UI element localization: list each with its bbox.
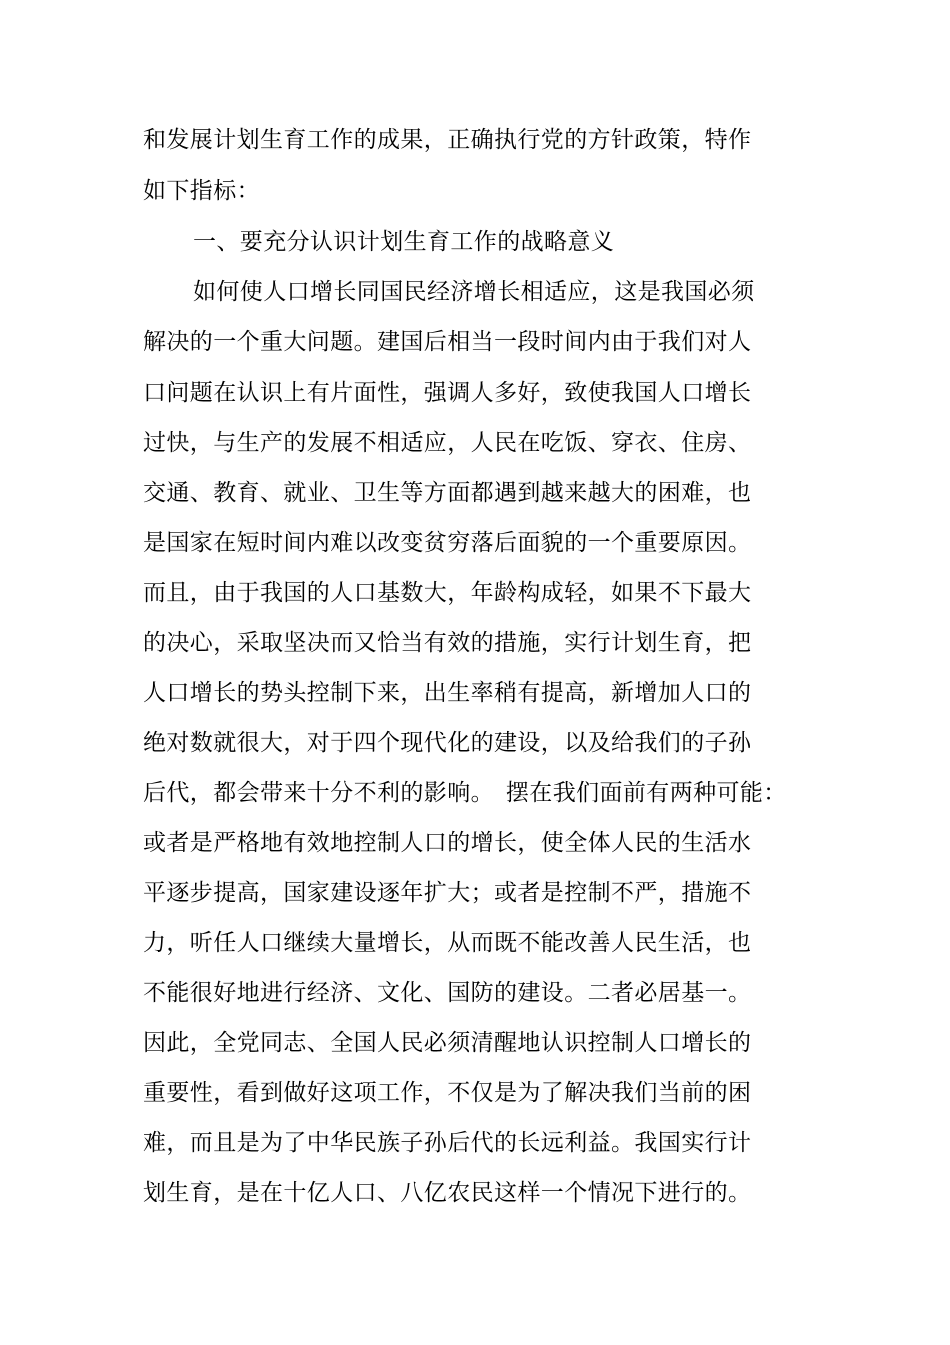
text-line: 不能很好地进行经济、文化、国防的建设。二者必居基一。: [143, 980, 752, 1006]
text-line: 力，听任人口继续大量增长，从而既不能改善人民生活，也: [143, 930, 752, 956]
text-line: 或者是严格地有效地控制人口的增长，使全体人民的生活水: [143, 830, 752, 856]
section-heading: 一、要充分认识计划生育工作的战略意义: [193, 229, 615, 255]
text-line: 人口增长的势头控制下来，出生率稍有提高，新增加人口的: [143, 680, 752, 706]
text-line: 解决的一个重大问题。建国后相当一段时间内由于我们对人: [143, 329, 752, 355]
text-line: 平逐步提高，国家建设逐年扩大；或者是控制不严，措施不: [143, 880, 752, 906]
text-line: 因此，全党同志、全国人民必须清醒地认识控制人口增长的: [143, 1030, 752, 1056]
text-line: 绝对数就很大，对于四个现代化的建设，以及给我们的子孙: [143, 730, 752, 756]
text-line: 划生育，是在十亿人口、八亿农民这样一个情况下进行的。: [143, 1180, 752, 1206]
text-line: 是国家在短时间内难以改变贫穷落后面貌的一个重要原因。: [143, 530, 752, 556]
text-line: 后代，都会带来十分不利的影响。 摆在我们面前有两种可能：: [143, 780, 787, 806]
text-line: 交通、教育、就业、卫生等方面都遇到越来越大的困难，也: [143, 480, 752, 506]
text-line: 的决心，采取坚决而又恰当有效的措施，实行计划生育，把: [143, 630, 752, 656]
text-line: 过快，与生产的发展不相适应，人民在吃饭、穿衣、住房、: [143, 430, 752, 456]
text-line: 口问题在认识上有片面性，强调人多好，致使我国人口增长: [143, 380, 752, 406]
text-line: 重要性，看到做好这项工作，不仅是为了解决我们当前的困: [143, 1080, 752, 1106]
text-line: 而且，由于我国的人口基数大，年龄构成轻，如果不下最大: [143, 580, 752, 606]
text-line: 和发展计划生育工作的成果，正确执行党的方针政策，特作: [143, 127, 752, 153]
text-line: 如何使人口增长同国民经济增长相适应，这是我国必须: [193, 279, 755, 305]
text-line: 难，而且是为了中华民族子孙后代的长远利益。我国实行计: [143, 1130, 752, 1156]
text-line: 如下指标：: [143, 178, 260, 204]
